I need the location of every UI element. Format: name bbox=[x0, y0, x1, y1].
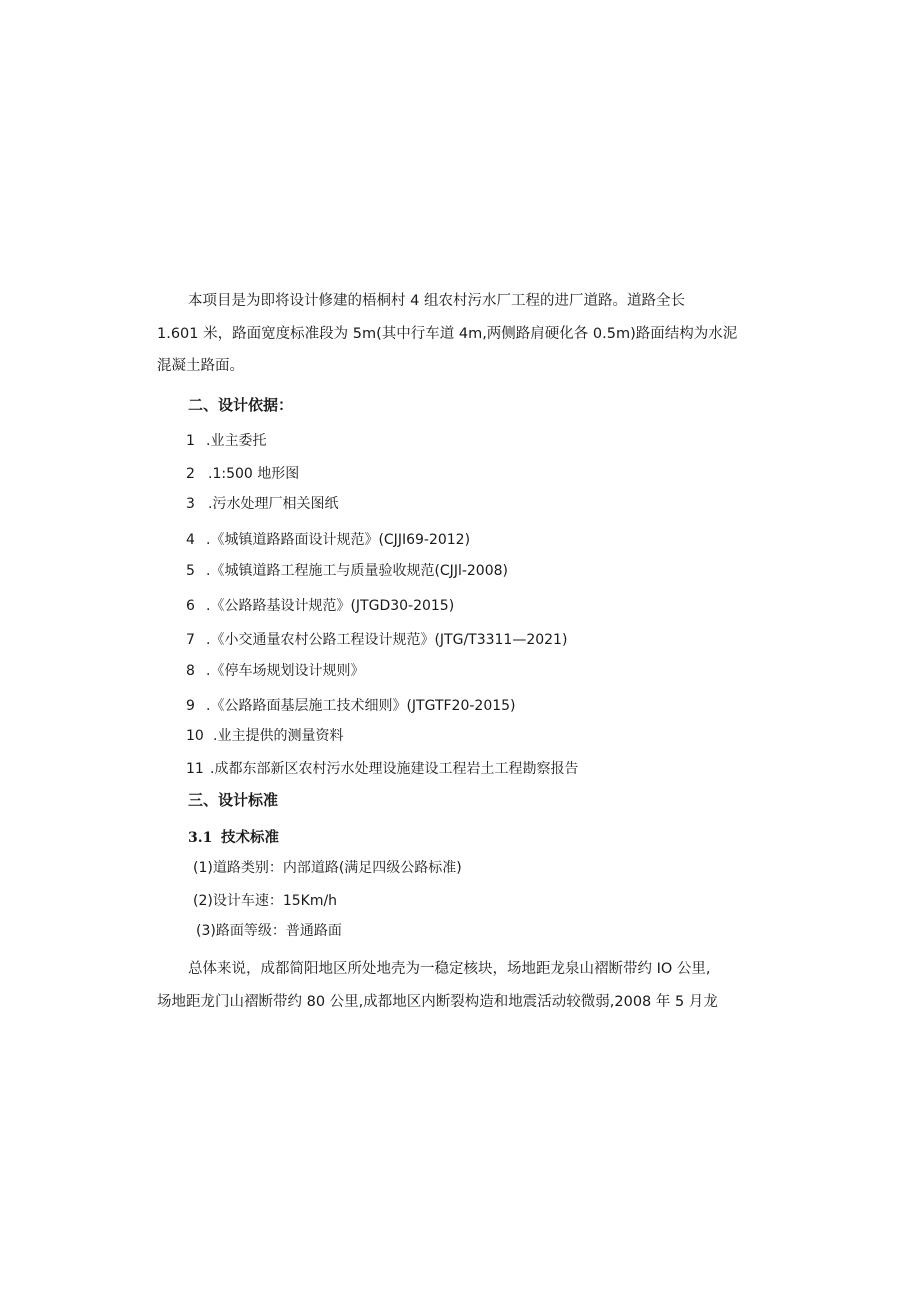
list-item: .《城镇道路工程施工与质量验收规范(CJJl-2008) bbox=[206, 563, 508, 579]
standard-pavement-grade: (3)路面等级：普通路面 bbox=[196, 923, 342, 939]
list-item-number: 3 bbox=[186, 496, 195, 512]
list-item-number: 1 bbox=[186, 433, 195, 449]
list-item: .成都东部新区农村污水处理设施建设工程岩土工程勘察报告 bbox=[210, 761, 579, 777]
list-item: .《停车场规划设计规则》 bbox=[206, 663, 365, 679]
closing-line-1: 总体来说，成都简阳地区所处地壳为一稳定核块，场地距龙泉山褶断带约 IO 公里, bbox=[188, 961, 711, 977]
closing-line-2: 场地距龙门山褶断带约 80 公里,成都地区内断裂构造和地震活动较微弱,2008 年 5 月龙 bbox=[157, 994, 718, 1010]
list-item: .《公路路面基层施工技术细则》(JTGTF20-2015) bbox=[206, 698, 516, 714]
section-heading-design-standard: 三、设计标准 bbox=[188, 791, 279, 809]
list-item: .业主提供的测量资料 bbox=[213, 728, 344, 744]
intro-line-1: 本项目是为即将设计修建的梧桐村 4 组农村污水厂工程的进厂道路。道路全长 bbox=[188, 293, 685, 309]
list-item-number: 4 bbox=[186, 532, 195, 548]
list-item: .污水处理厂相关图纸 bbox=[208, 496, 339, 512]
list-item-number: 5 bbox=[186, 563, 195, 579]
section-heading-design-basis: 二、设计依据： bbox=[188, 396, 294, 414]
list-item-number: 7 bbox=[186, 632, 195, 648]
list-item-number: 2 bbox=[186, 466, 195, 482]
standard-design-speed: (2)设计车速：15Km/h bbox=[193, 893, 338, 909]
list-item: .业主委托 bbox=[206, 433, 267, 449]
list-item: .《公路路基设计规范》(JTGD30-2015) bbox=[206, 598, 455, 614]
list-item-number: 11 bbox=[186, 761, 204, 777]
intro-line-2: 1.601 米，路面宽度标准段为 5m(其中行车道 4m,两侧路肩硬化各 0.5m)路面结构为水泥 bbox=[157, 326, 738, 342]
list-item: .1:500 地形图 bbox=[208, 466, 300, 482]
list-item-number: 10 bbox=[186, 728, 204, 744]
intro-line-3: 混凝土路面。 bbox=[157, 358, 244, 374]
standard-road-category: (1)道路类别：内部道路(满足四级公路标准) bbox=[193, 860, 462, 876]
list-item-number: 9 bbox=[186, 698, 195, 714]
list-item: .《城镇道路路面设计规范》(CJJI69-2012) bbox=[206, 532, 471, 548]
subsection-title: 技术标准 bbox=[221, 830, 279, 846]
list-item-number: 8 bbox=[186, 663, 195, 679]
subsection-number: 3.1 bbox=[188, 830, 213, 846]
list-item: .《小交通量农村公路工程设计规范》(JTG/T3311—2021) bbox=[206, 632, 568, 648]
list-item-number: 6 bbox=[186, 598, 195, 614]
